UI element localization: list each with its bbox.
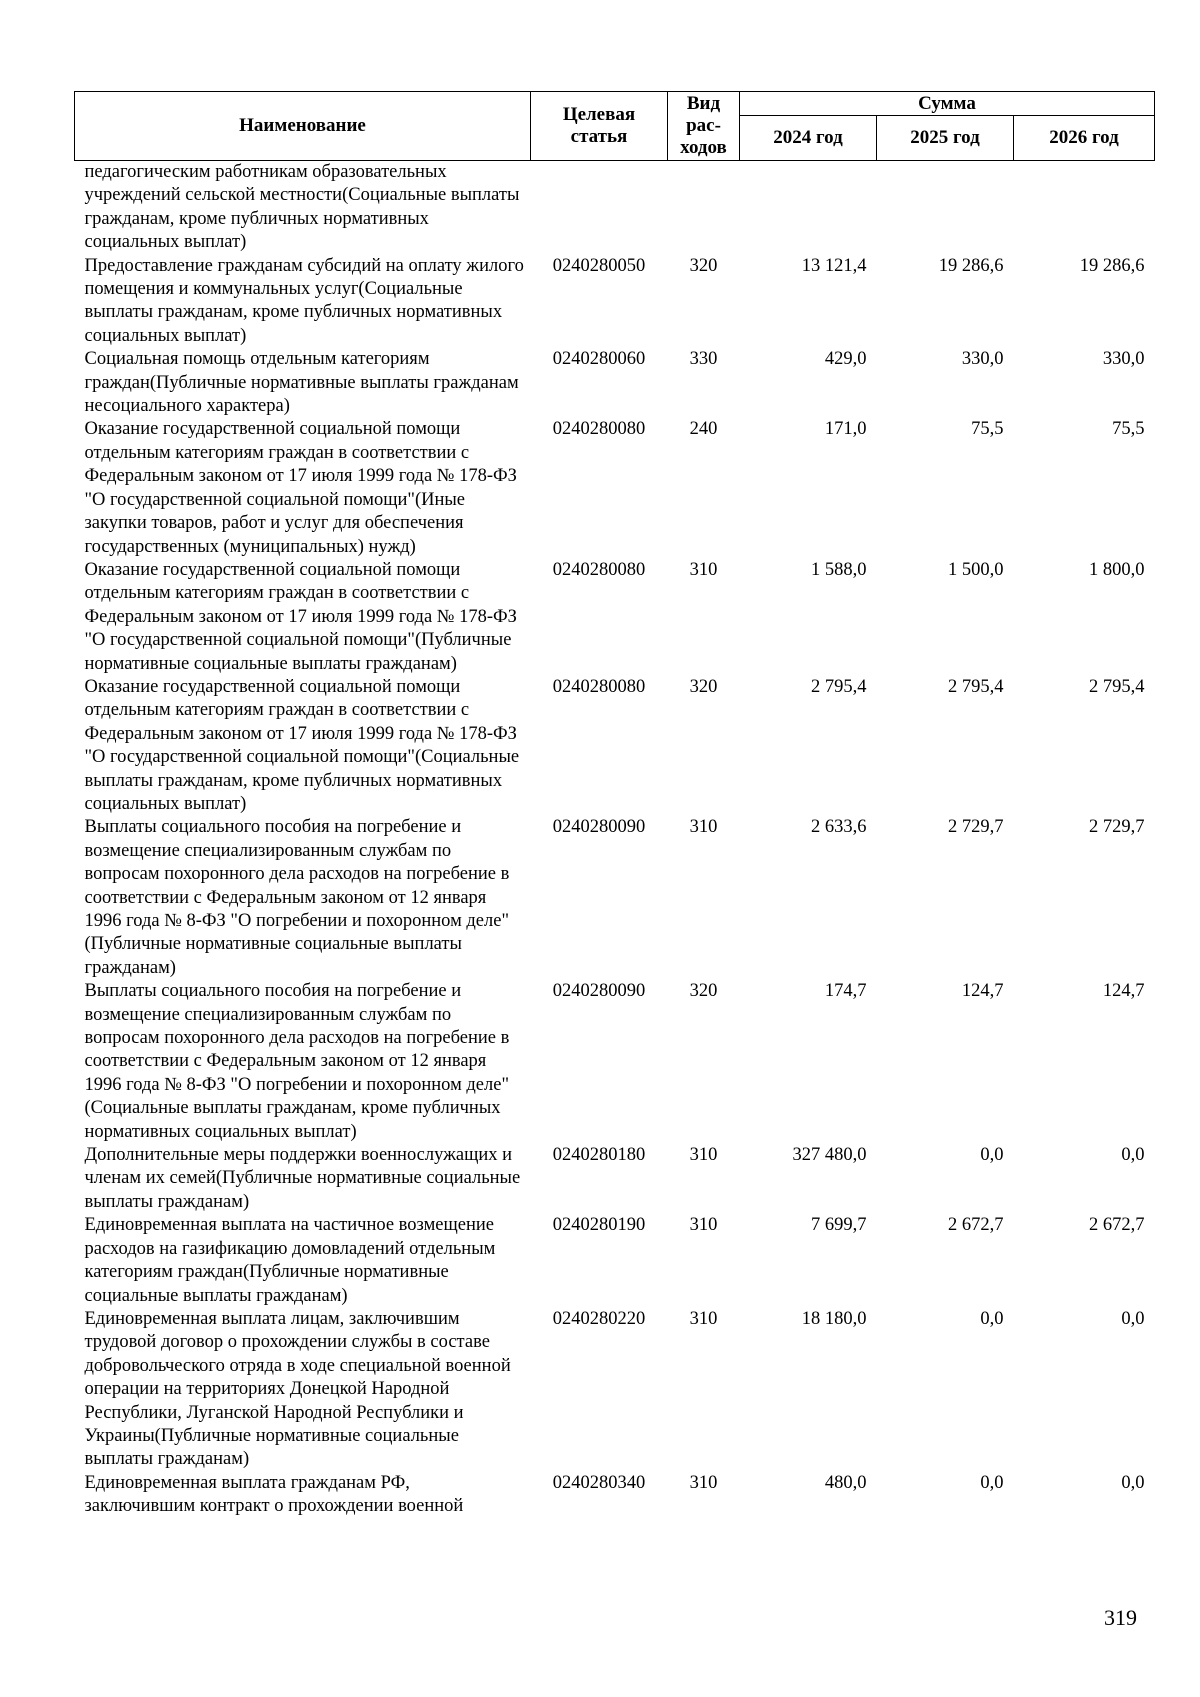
header-sum: Сумма	[740, 92, 1155, 116]
row-expense-kind: 320	[689, 981, 718, 1002]
row-target-article: 0240280090	[552, 981, 646, 1002]
header-expense-kind: Вид рас-ходов	[668, 92, 740, 161]
row-sum-2024: 429,0	[824, 349, 867, 370]
table-row	[75, 255, 1155, 349]
row-sum-2026: 2 672,7	[1089, 1215, 1145, 1236]
row-expense-kind: 320	[689, 255, 718, 276]
row-expense-kind	[668, 161, 740, 255]
row-sum-2025: 330,0	[961, 349, 1004, 370]
table-row	[75, 161, 1155, 255]
row-sum-2024: 2 633,6	[811, 817, 867, 838]
row-sum-2026: 19 286,6	[1079, 255, 1145, 276]
row-expense-kind: 310	[689, 1215, 718, 1236]
row-sum-2024: 2 795,4	[811, 676, 867, 697]
row-sum-2024: 480,0	[824, 1472, 867, 1493]
row-sum-2026: 2 795,4	[1089, 676, 1145, 697]
row-name: Выплаты социального пособия на погребение и возмещение специализированным службам по вопросам похоронного дела расходов на погребение в соответствии с Федеральным законом от 12 января 1996 года № 8-ФЗ "О погребении и похоронном деле"(Публичные нормативные социальные выплаты гражданам)	[84, 817, 510, 978]
row-sum-2024	[740, 161, 877, 255]
row-name: педагогическим работникам образовательных учреждений сельской местности(Социальные выплаты гражданам, кроме публичных нормативных социальных выплат)	[84, 162, 520, 253]
row-name: Единовременная выплата гражданам РФ, заключившим контракт о прохождении военной	[84, 1472, 464, 1517]
row-expense-kind: 310	[689, 1308, 718, 1329]
row-sum-2025	[877, 161, 1014, 255]
header-year-2026: 2026 год	[1014, 116, 1155, 161]
row-target-article: 0240280340	[552, 1472, 646, 1493]
row-sum-2024: 171,0	[824, 419, 867, 440]
header-year-2025: 2025 год	[877, 116, 1014, 161]
row-name: Предоставление гражданам субсидий на оплату жилого помещения и коммунальных услуг(Социальные выплаты гражданам, кроме публичных нормативных социальных выплат)	[84, 255, 524, 346]
row-sum-2026: 1 800,0	[1089, 559, 1145, 580]
row-sum-2024: 1 588,0	[811, 559, 867, 580]
header-year-2024: 2024 год	[740, 116, 877, 161]
table-body	[75, 161, 1155, 1519]
table-row	[75, 348, 1155, 418]
row-sum-2025: 2 795,4	[948, 676, 1004, 697]
row-expense-kind: 320	[689, 676, 718, 697]
row-expense-kind: 330	[689, 349, 718, 370]
row-name: Оказание государственной социальной помощи отдельным категориям граждан в соответствии с Федеральным законом от 17 июля 1999 года № 178-ФЗ "О государственной социальной помощи"(Публичные нормативные социальные выплаты гражданам)	[84, 559, 517, 674]
row-name: Дополнительные меры поддержки военнослужащих и членам их семей(Публичные нормативные социальные выплаты гражданам)	[84, 1145, 521, 1212]
row-expense-kind: 310	[689, 1145, 718, 1166]
row-target-article: 0240280080	[552, 676, 646, 697]
row-sum-2026: 0,0	[1121, 1308, 1145, 1329]
row-sum-2025: 75,5	[971, 419, 1004, 440]
row-sum-2025: 0,0	[980, 1308, 1004, 1329]
row-sum-2024: 13 121,4	[801, 255, 867, 276]
row-target-article: 0240280180	[552, 1145, 646, 1166]
row-sum-2025: 0,0	[980, 1472, 1004, 1493]
row-sum-2025: 124,7	[961, 981, 1004, 1002]
table-header	[75, 92, 1155, 161]
table-row	[75, 816, 1155, 980]
table-row	[75, 1308, 1155, 1472]
row-target-article: 0240280050	[552, 255, 646, 276]
row-sum-2025: 2 672,7	[948, 1215, 1004, 1236]
row-sum-2025: 1 500,0	[948, 559, 1004, 580]
row-expense-kind: 240	[689, 419, 718, 440]
row-sum-2024: 174,7	[824, 981, 867, 1002]
row-target-article: 0240280060	[552, 349, 646, 370]
row-sum-2024: 18 180,0	[801, 1308, 867, 1329]
row-expense-kind: 310	[689, 817, 718, 838]
row-expense-kind: 310	[689, 1472, 718, 1493]
row-name: Оказание государственной социальной помощи отдельным категориям граждан в соответствии с Федеральным законом от 17 июля 1999 года № 178-ФЗ "О государственной социальной помощи"(Иные закупки товаров, работ и услуг для обеспечения государственных (муниципальных) нужд)	[84, 419, 517, 557]
row-sum-2026: 0,0	[1121, 1472, 1145, 1493]
row-name: Социальная помощь отдельным категориям граждан(Публичные нормативные выплаты гражданам несоциального характера)	[84, 349, 519, 417]
row-sum-2026: 124,7	[1102, 981, 1145, 1002]
row-sum-2026: 75,5	[1112, 419, 1145, 440]
page-number: 319	[1104, 1605, 1137, 1630]
row-sum-2025: 2 729,7	[948, 817, 1004, 838]
row-name: Оказание государственной социальной помощи отдельным категориям граждан в соответствии с Федеральным законом от 17 июля 1999 года № 178-ФЗ "О государственной социальной помощи"(Социальные выплаты гражданам, кроме публичных нормативных социальных выплат)	[84, 676, 520, 814]
row-sum-2026: 2 729,7	[1089, 817, 1145, 838]
row-target-article	[531, 161, 668, 255]
row-target-article: 0240280190	[552, 1215, 646, 1236]
table-row	[75, 1472, 1155, 1519]
row-sum-2025: 0,0	[980, 1145, 1004, 1166]
header-name: Наименование	[75, 92, 531, 161]
row-expense-kind: 310	[689, 559, 718, 580]
row-name: Единовременная выплата на частичное возмещение расходов на газификацию домовладений отдельным категориям граждан(Публичные нормативные социальные выплаты гражданам)	[84, 1215, 496, 1306]
table-row	[75, 1144, 1155, 1214]
row-sum-2024: 7 699,7	[811, 1215, 867, 1236]
table-row	[75, 559, 1155, 676]
row-sum-2024: 327 480,0	[792, 1145, 867, 1166]
table-row	[75, 676, 1155, 816]
table-row	[75, 418, 1155, 558]
row-sum-2025: 19 286,6	[938, 255, 1004, 276]
row-target-article: 0240280220	[552, 1308, 646, 1329]
row-name: Выплаты социального пособия на погребение и возмещение специализированным службам по вопросам похоронного дела расходов на погребение в соответствии с Федеральным законом от 12 января 1996 года № 8-ФЗ "О погребении и похоронном деле"(Социальные выплаты гражданам, кроме публичных нормативных социальных выплат)	[84, 981, 510, 1142]
row-sum-2026: 330,0	[1102, 349, 1145, 370]
header-target-article: Целевая статья	[531, 92, 668, 161]
row-target-article: 0240280080	[552, 559, 646, 580]
row-sum-2026	[1014, 161, 1155, 255]
row-name: Единовременная выплата лицам, заключившим трудовой договор о прохождении службы в составе добровольческого отряда в ходе специальной военной операции на территориях Донецкой Народной Республики, Луганской Народной Республики и Украины(Публичные нормативные социальные выплаты гражданам)	[84, 1308, 511, 1470]
table-row	[75, 1214, 1155, 1308]
row-sum-2026: 0,0	[1121, 1145, 1145, 1166]
table-row	[75, 980, 1155, 1144]
row-target-article: 0240280090	[552, 817, 646, 838]
budget-table	[74, 91, 1155, 1519]
row-target-article: 0240280080	[552, 419, 646, 440]
